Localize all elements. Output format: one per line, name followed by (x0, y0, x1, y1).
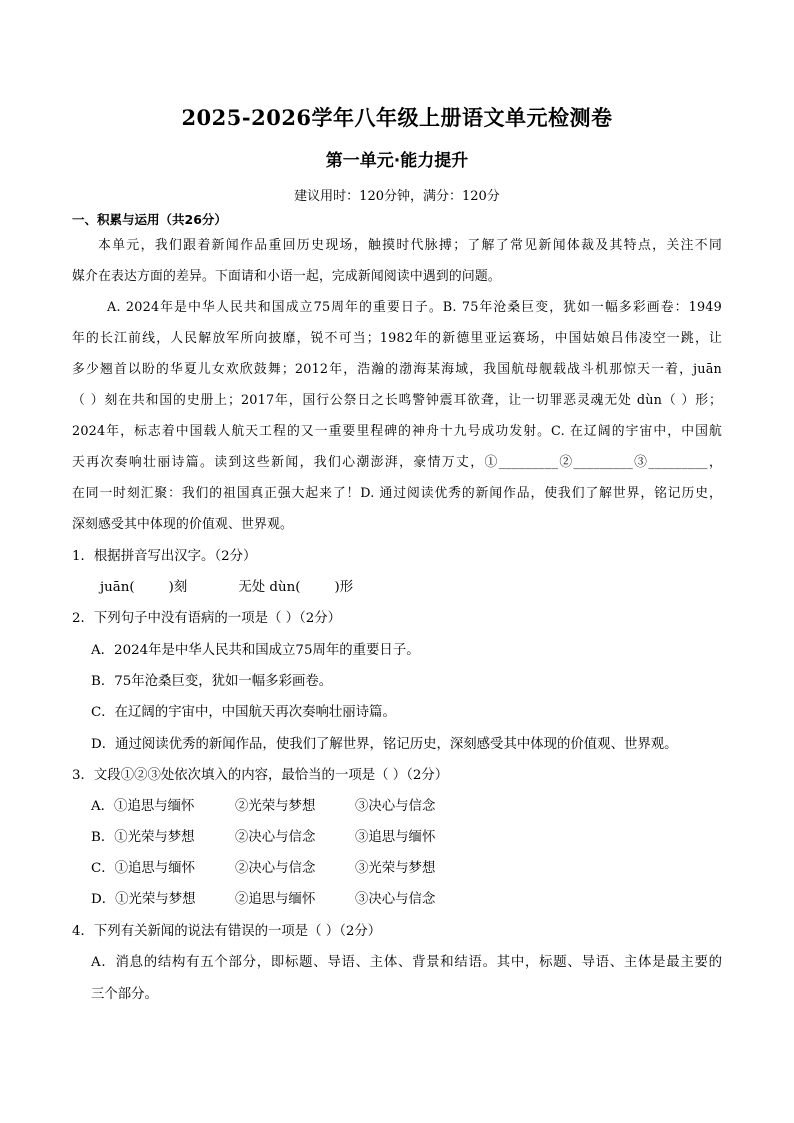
time-score-info: 建议用时：120分钟，满分：120分 (294, 189, 500, 204)
question-2-option-b: B．75年沧桑巨变，犹如一幅多彩画卷。 (91, 674, 333, 689)
passage-line: （ ）刻在共和国的史册上；2017年，国行公祭日之长鸣警钟震耳欲聋，让一切罪恶灵魂无处 dùn（ ）形； (72, 393, 722, 408)
intro-line: 媒介在表达方面的差异。下面请和小语一起，完成新闻阅读中遇到的问题。 (72, 269, 501, 284)
question-4-option-a-line: 三个部分。 (91, 987, 158, 1002)
option-part: ③光荣与梦想 (355, 861, 436, 876)
question-2-option-c: C．在辽阔的宇宙中，中国航天再次奏响壮丽诗篇。 (91, 705, 396, 720)
section-heading: 一、积累与运用（共26分） (72, 212, 227, 227)
question-3-option-b (91, 828, 475, 848)
passage-line: A. 2024年是中华人民共和国成立75周年的重要日子。B. 75年沧桑巨变，犹如一幅多彩画卷：1949 (107, 300, 722, 315)
question-4-option-a-line: A．消息的结构有五个部分，即标题、导语、主体、背景和结语。其中，标题、导语、主体是最主要的 (91, 955, 722, 970)
option-part: ②光荣与梦想 (235, 799, 316, 814)
option-part: D．①光荣与梦想 (91, 892, 196, 907)
option-part: ③追思与缅怀 (355, 830, 436, 845)
passage-line: 在同一时刻汇聚：我们的祖国真正强大起来了！D. 通过阅读优秀的新闻作品，使我们了解世界，铭记历史， (72, 486, 722, 501)
question-4-stem: 4．下列有关新闻的说法有错误的一项是（ ）（2分） (72, 924, 382, 939)
question-2-option-a: A．2024年是中华人民共和国成立75周年的重要日子。 (91, 643, 420, 658)
question-2-option-d: D．通过阅读优秀的新闻作品，使我们了解世界，铭记历史，深刻感受其中体现的价值观、世界观。 (91, 737, 678, 752)
option-part: C．①追思与缅怀 (91, 861, 195, 876)
option-part: ②决心与信念 (235, 830, 316, 845)
unit-subtitle: 第一单元·能力提升 (325, 151, 469, 171)
option-part: ③决心与信念 (355, 892, 436, 907)
intro-line: 本单元，我们跟着新闻作品重回历史现场，触摸时代脉搏；了解了常见新闻体裁及其特点，关注不同 (98, 238, 722, 253)
passage-line: 年的长江前线，人民解放军所向披靡，锐不可当；1982年的新德里亚运赛场，中国姑娘吕伟凌空一跳，让 (72, 331, 722, 346)
option-part: A．①追思与缅怀 (91, 799, 195, 814)
exam-title: 2025-2026学年八年级上册语文单元检测卷 (181, 105, 613, 130)
question-3-stem: 3．文段①②③处依次填入的内容，最恰当的一项是（ ）（2分） (72, 768, 449, 783)
question-3-option-c (91, 859, 475, 879)
option-part: ②追思与缅怀 (235, 892, 316, 907)
passage-line: 天再次奏响壮丽诗篇。读到这些新闻，我们心潮澎湃，豪情万丈，①_________②_________③_________， (72, 455, 722, 470)
option-part: ③决心与信念 (355, 799, 436, 814)
passage-line: 深刻感受其中体现的价值观、世界观。 (72, 517, 293, 532)
question-2-stem: 2．下列句子中没有语病的一项是（ ）（2分） (72, 611, 342, 626)
passage-line: 多少翘首以盼的华夏儿女欢欣鼓舞；2012年，浩瀚的渤海某海域，我国航母舰载战斗机那惊天一着，juān (72, 362, 722, 377)
question-3-option-d (91, 890, 475, 910)
passage-line: 2024年，标志着中国载人航天工程的又一重要里程碑的神舟十九号成功发射。C. 在辽阔的宇宙中，中国航 (72, 424, 722, 439)
option-part: B．①光荣与梦想 (91, 830, 195, 845)
question-3-option-a (91, 797, 475, 817)
question-1-stem: 1．根据拼音写出汉字。（2分） (72, 549, 257, 564)
option-part: ②决心与信念 (235, 861, 316, 876)
question-1-pinyin: juān( )刻 无处 dùn( )形 (100, 580, 354, 595)
